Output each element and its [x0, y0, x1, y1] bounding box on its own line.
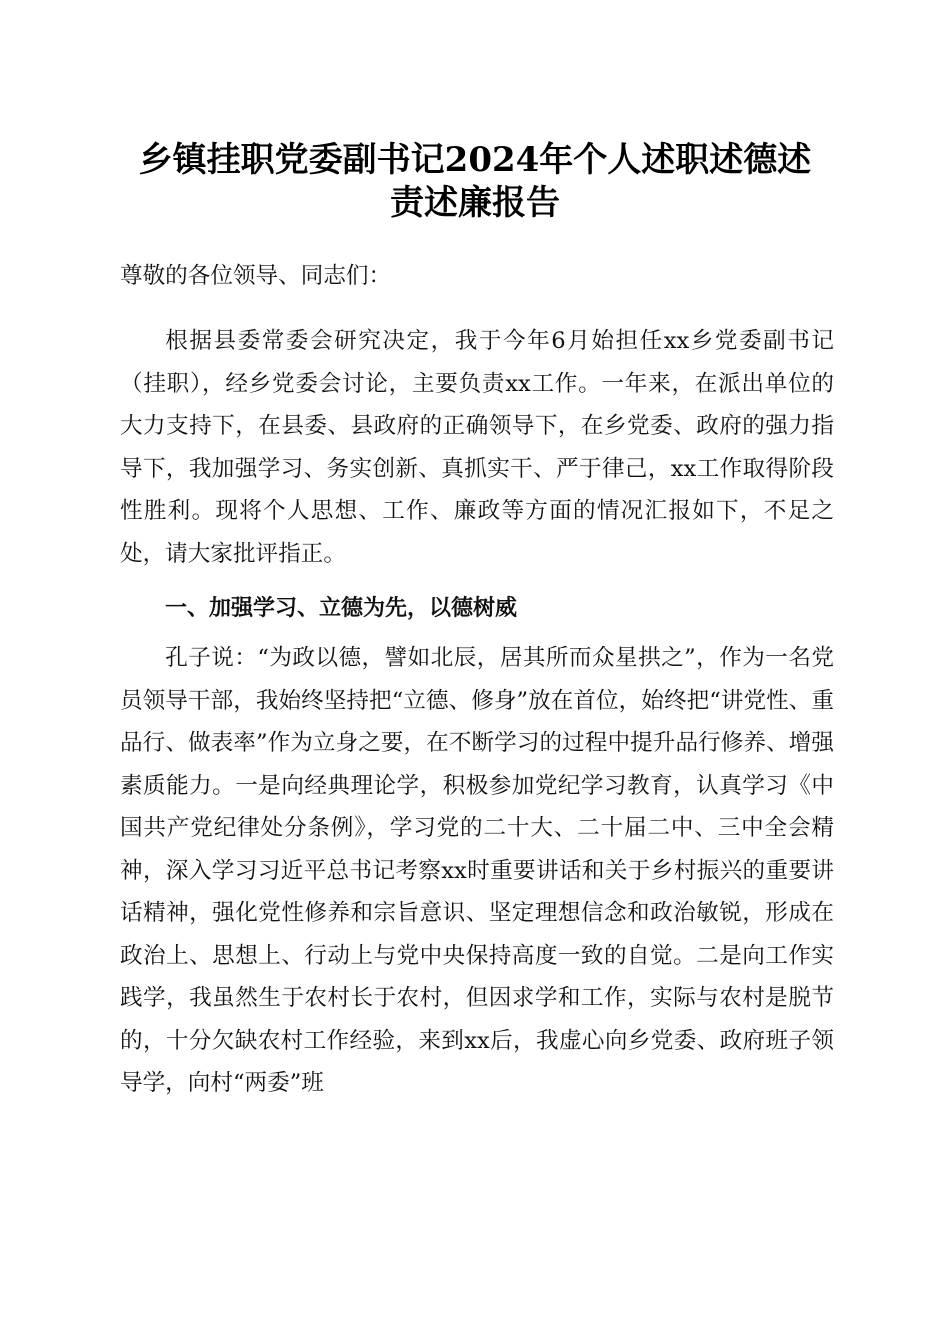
section-heading-1: 一、加强学习、立德为先，以德树威	[165, 596, 518, 621]
salutation: 尊敬的各位领导、同志们：	[120, 263, 392, 289]
paragraph-section-1: 孔子说：“为政以德，譬如北辰，居其所而众星拱之”，作为一名党员领导干部，我始终坚持把“立德、修身”放在首位，始终把“讲党性、重品行、做表率”作为立身之要，在不断学习的过程中提升品行修养、增强素质能力。一是向经典理论学，积极参加党纪学习教育，认真学习《中国共产党纪律处分条例》，学习党的二十大、二十届二中、三中全会精神，深入学习习近平总书记考察xx时重要讲话和关于乡村振兴的重要讲话精神，强化党性修养和宗旨意识、坚定理想信念和政治敏锐，形成在政治上、思想上、行动上与党中央保持高度一致的自觉。二是向工作实践学，我虽然生于农村长于农村，但因求学和工作，实际与农村是脱节的，十分欠缺农村工作经验，来到xx后，我虚心向乡党委、政府班子领导学，向村“两委”班	[120, 645, 834, 1096]
paragraph-intro: 根据县委常委会研究决定，我于今年6月始担任xx乡党委副书记（挂职），经乡党委会讨论，主要负责xx工作。一年来，在派出单位的大力支持下，在县委、县政府的正确领导下，在乡党委、政府的强力指导下，我加强学习、务实创新、真抓实干、严于律己，xx工作取得阶段性胜利。现将个人思想、工作、廉政等方面的情况汇报如下，不足之处，请大家批评指正。	[120, 328, 834, 567]
document-title-line-1: 乡镇挂职党委副书记2024年个人述职述德述	[138, 140, 812, 180]
document-title-line-2: 责述廉报告	[390, 183, 560, 223]
